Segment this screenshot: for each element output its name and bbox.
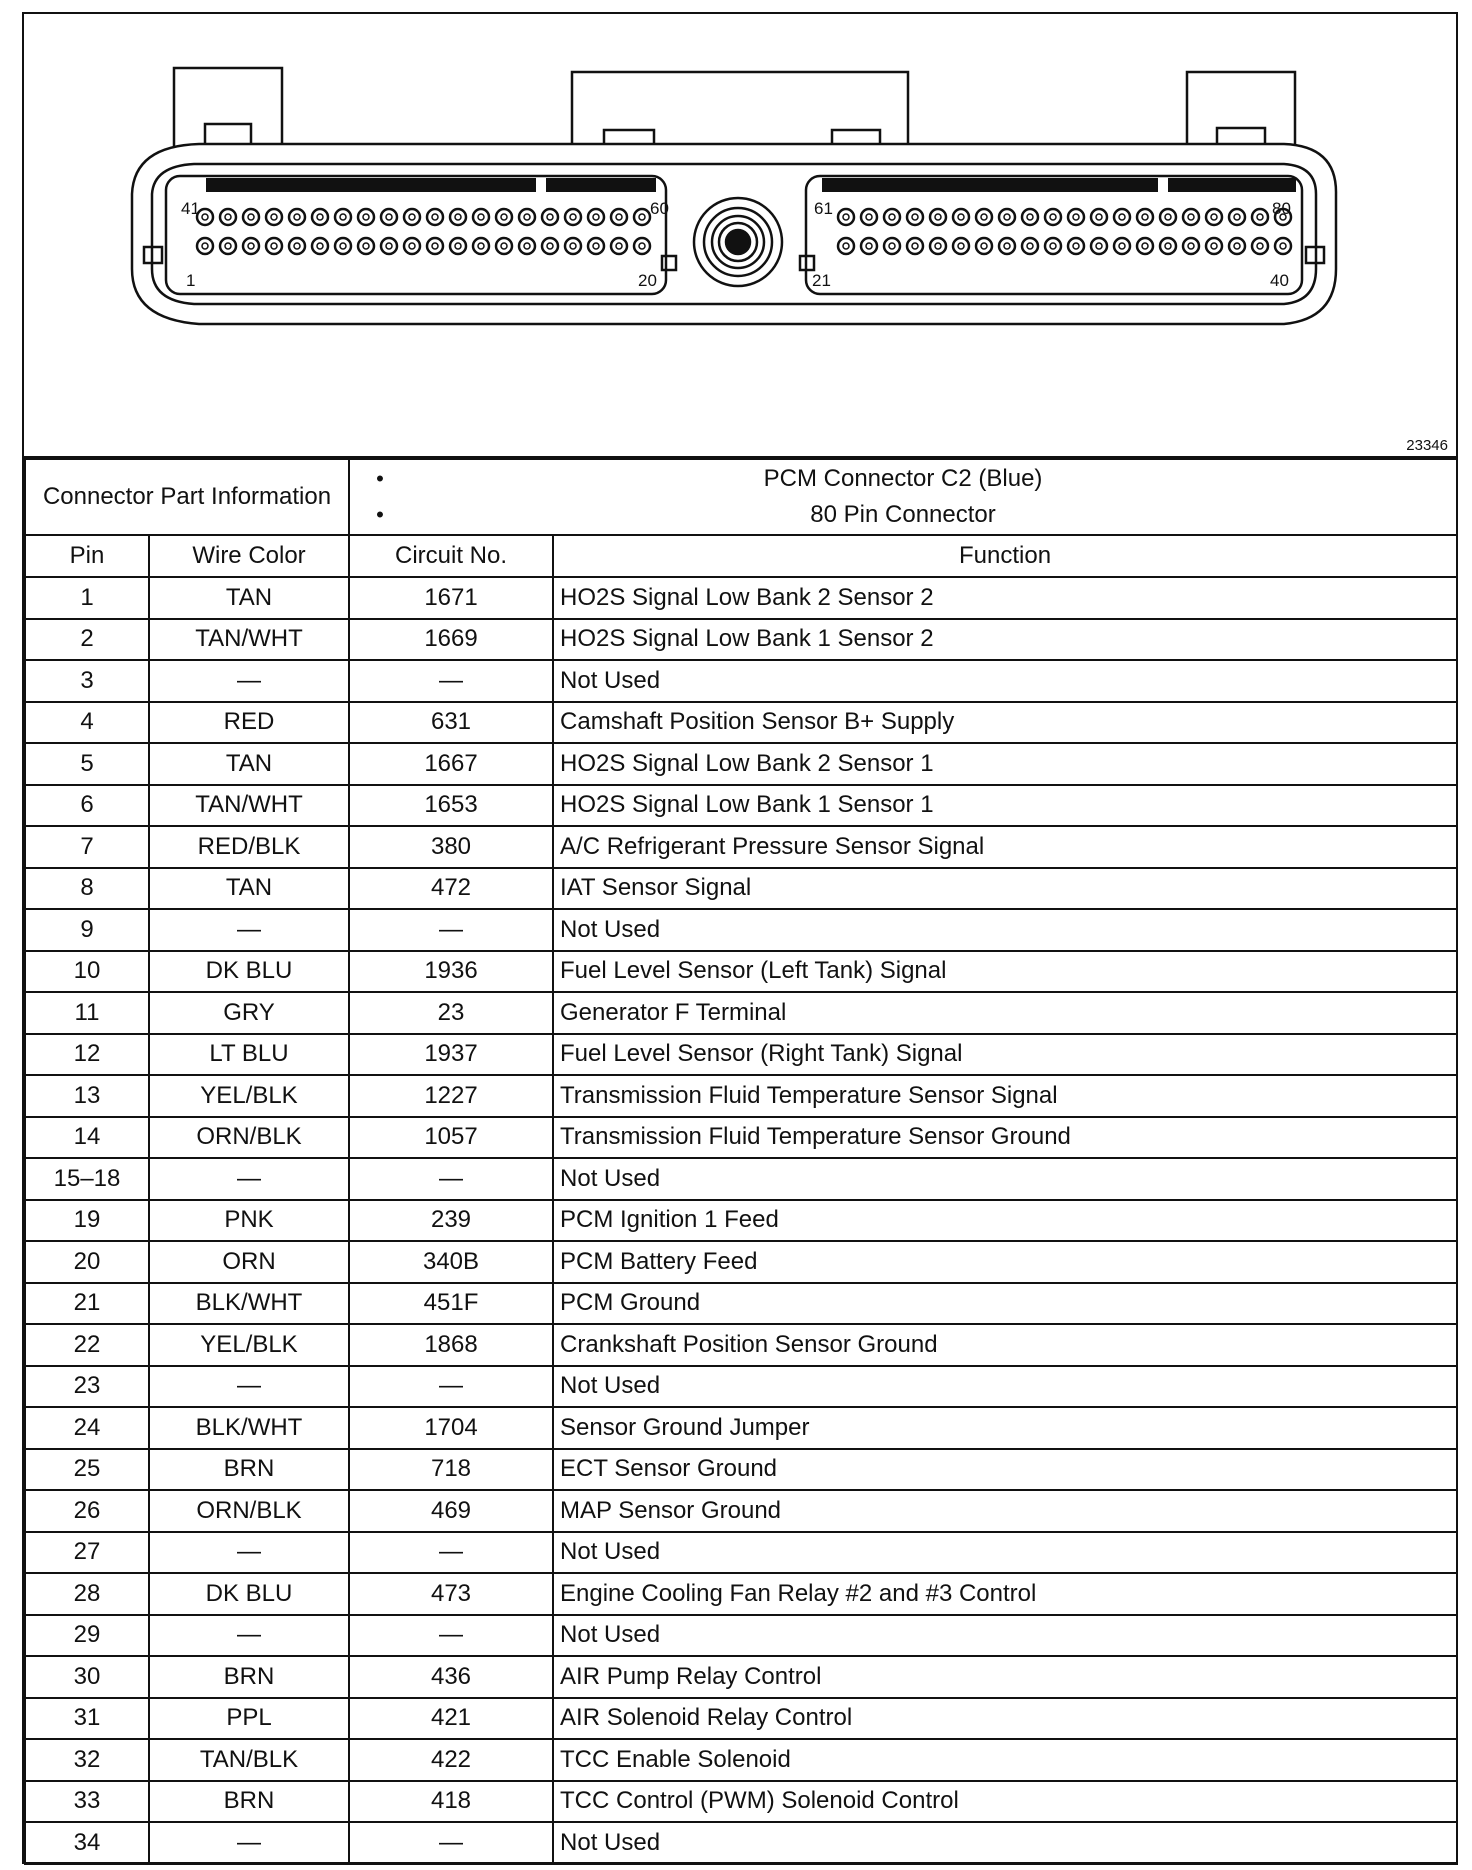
table-row (25, 1781, 1457, 1823)
connector-diagram (24, 14, 1456, 458)
pin-cell: 2 (25, 619, 149, 661)
circuit-cell: 421 (349, 1698, 553, 1740)
pin-cell: 21 (25, 1283, 149, 1325)
table-row (25, 1698, 1457, 1740)
table-row (25, 1075, 1457, 1117)
function-cell: Crankshaft Position Sensor Ground (553, 1324, 1457, 1366)
circuit-cell: 1937 (349, 1034, 553, 1076)
table-row (25, 1449, 1457, 1491)
function-cell: TCC Enable Solenoid (553, 1739, 1457, 1781)
wire-color-cell: — (149, 1158, 349, 1200)
pin-cell: 20 (25, 1241, 149, 1283)
connector-info-line (350, 497, 1456, 533)
document-frame (22, 12, 1458, 1864)
function-cell: Not Used (553, 1532, 1457, 1574)
table-row (25, 868, 1457, 910)
function-cell: MAP Sensor Ground (553, 1490, 1457, 1532)
pin-cell: 10 (25, 951, 149, 993)
wire-color-cell: PNK (149, 1200, 349, 1242)
function-cell: Not Used (553, 1158, 1457, 1200)
table-row (25, 951, 1457, 993)
function-cell: Not Used (553, 1615, 1457, 1657)
table-row (25, 1822, 1457, 1864)
function-cell: A/C Refrigerant Pressure Sensor Signal (553, 826, 1457, 868)
circuit-cell: 418 (349, 1781, 553, 1823)
pin-cell: 9 (25, 909, 149, 951)
circuit-cell: 718 (349, 1449, 553, 1491)
header-wire-color: Wire Color (149, 535, 349, 577)
circuit-cell: — (349, 660, 553, 702)
function-cell: Not Used (553, 909, 1457, 951)
circuit-cell: 1936 (349, 951, 553, 993)
circuit-cell: 340B (349, 1241, 553, 1283)
function-cell: IAT Sensor Signal (553, 868, 1457, 910)
wire-color-cell: — (149, 1822, 349, 1864)
function-cell: Not Used (553, 660, 1457, 702)
wire-color-cell: DK BLU (149, 1573, 349, 1615)
circuit-cell: 422 (349, 1739, 553, 1781)
table-row (25, 1615, 1457, 1657)
table-row (25, 785, 1457, 827)
pin-table (24, 458, 1458, 1865)
pin-cell: 24 (25, 1407, 149, 1449)
right-latch-housing (1187, 72, 1295, 154)
pin-cell: 4 (25, 702, 149, 744)
function-cell: PCM Battery Feed (553, 1241, 1457, 1283)
table-row (25, 992, 1457, 1034)
header-pin: Pin (25, 535, 149, 577)
table-row (25, 1573, 1457, 1615)
pin-cell: 23 (25, 1366, 149, 1408)
function-cell: Transmission Fluid Temperature Sensor Signal (553, 1075, 1457, 1117)
pin-label-60: 60 (650, 199, 669, 218)
circuit-cell: 631 (349, 702, 553, 744)
pin-cell: 13 (25, 1075, 149, 1117)
connector-name: PCM Connector C2 (Blue) (763, 464, 1043, 492)
right-bar-b (1168, 178, 1296, 192)
pin-cell: 32 (25, 1739, 149, 1781)
pin-label-1: 1 (186, 271, 196, 290)
wire-color-cell: DK BLU (149, 951, 349, 993)
wire-color-cell: YEL/BLK (149, 1075, 349, 1117)
circuit-cell: 1653 (349, 785, 553, 827)
pin-cell: 30 (25, 1656, 149, 1698)
pin-label-40: 40 (1270, 271, 1289, 290)
wire-color-cell: — (149, 1532, 349, 1574)
pin-cell: 5 (25, 743, 149, 785)
figure-number: 23346 (1406, 437, 1448, 454)
function-cell: HO2S Signal Low Bank 2 Sensor 1 (553, 743, 1457, 785)
circuit-cell: 1669 (349, 619, 553, 661)
table-row (25, 619, 1457, 661)
pin-cell: 3 (25, 660, 149, 702)
circuit-cell: 239 (349, 1200, 553, 1242)
connector-info-line (350, 461, 1456, 497)
wire-color-cell: TAN/WHT (149, 785, 349, 827)
circuit-cell: 1671 (349, 577, 553, 619)
circuit-cell: 1704 (349, 1407, 553, 1449)
table-row (25, 1490, 1457, 1532)
wire-color-cell: TAN (149, 743, 349, 785)
connector-illustration (24, 14, 1456, 454)
table-row (25, 1241, 1457, 1283)
function-cell: Fuel Level Sensor (Right Tank) Signal (553, 1034, 1457, 1076)
left-bar-b (546, 178, 656, 192)
wire-color-cell: ORN/BLK (149, 1490, 349, 1532)
left-latch-housing (174, 68, 282, 154)
header-circuit: Circuit No. (349, 535, 553, 577)
wire-color-cell: RED/BLK (149, 826, 349, 868)
connector-pin-count: 80 Pin Connector (810, 500, 996, 528)
circuit-cell: 1667 (349, 743, 553, 785)
circuit-cell: 380 (349, 826, 553, 868)
function-cell: AIR Pump Relay Control (553, 1656, 1457, 1698)
table-row (25, 660, 1457, 702)
table-row (25, 1200, 1457, 1242)
pin-cell: 7 (25, 826, 149, 868)
table-row (25, 1034, 1457, 1076)
pin-cell: 15–18 (25, 1158, 149, 1200)
function-cell: Not Used (553, 1366, 1457, 1408)
circuit-cell: — (349, 909, 553, 951)
circuit-cell: 23 (349, 992, 553, 1034)
function-cell: Generator F Terminal (553, 992, 1457, 1034)
wire-color-cell: — (149, 1615, 349, 1657)
pin-cell: 25 (25, 1449, 149, 1491)
wire-color-cell: TAN (149, 577, 349, 619)
circuit-cell: — (349, 1615, 553, 1657)
function-cell: Engine Cooling Fan Relay #2 and #3 Control (553, 1573, 1457, 1615)
function-cell: AIR Solenoid Relay Control (553, 1698, 1457, 1740)
table-row (25, 1283, 1457, 1325)
pin-cell: 34 (25, 1822, 149, 1864)
pin-cell: 6 (25, 785, 149, 827)
wire-color-cell: TAN/WHT (149, 619, 349, 661)
function-cell: Camshaft Position Sensor B+ Supply (553, 702, 1457, 744)
connector-info-row (25, 459, 1457, 535)
function-cell: HO2S Signal Low Bank 1 Sensor 2 (553, 619, 1457, 661)
pin-cell: 28 (25, 1573, 149, 1615)
pin-cell: 27 (25, 1532, 149, 1574)
circuit-cell: 1868 (349, 1324, 553, 1366)
pin-cell: 22 (25, 1324, 149, 1366)
table-row (25, 1117, 1457, 1159)
circuit-cell: 1057 (349, 1117, 553, 1159)
wire-color-cell: RED (149, 702, 349, 744)
wire-color-cell: ORN/BLK (149, 1117, 349, 1159)
circuit-cell: 436 (349, 1656, 553, 1698)
function-cell: Transmission Fluid Temperature Sensor Ground (553, 1117, 1457, 1159)
circuit-cell: — (349, 1532, 553, 1574)
table-row (25, 1324, 1457, 1366)
pin-cell: 8 (25, 868, 149, 910)
function-cell: PCM Ground (553, 1283, 1457, 1325)
wire-color-cell: PPL (149, 1698, 349, 1740)
wire-color-cell: BRN (149, 1449, 349, 1491)
circuit-cell: 1227 (349, 1075, 553, 1117)
table-row (25, 577, 1457, 619)
wire-color-cell: — (149, 660, 349, 702)
function-cell: TCC Control (PWM) Solenoid Control (553, 1781, 1457, 1823)
pin-label-80: 80 (1272, 199, 1291, 218)
table-row (25, 702, 1457, 744)
table-row (25, 909, 1457, 951)
wire-color-cell: BLK/WHT (149, 1283, 349, 1325)
bullet: • (376, 465, 384, 491)
circuit-cell: — (349, 1158, 553, 1200)
function-cell: ECT Sensor Ground (553, 1449, 1457, 1491)
wire-color-cell: YEL/BLK (149, 1324, 349, 1366)
function-cell: Not Used (553, 1822, 1457, 1864)
pin-label-20: 20 (638, 271, 657, 290)
center-bolt-core (726, 230, 750, 254)
circuit-cell: 473 (349, 1573, 553, 1615)
pin-label-41: 41 (181, 199, 200, 218)
header-function: Function (553, 535, 1457, 577)
function-cell: Sensor Ground Jumper (553, 1407, 1457, 1449)
circuit-cell: 472 (349, 868, 553, 910)
function-cell: PCM Ignition 1 Feed (553, 1200, 1457, 1242)
table-row (25, 1656, 1457, 1698)
connector-info-details (349, 459, 1457, 535)
table-row (25, 1407, 1457, 1449)
pin-cell: 26 (25, 1490, 149, 1532)
circuit-cell: — (349, 1822, 553, 1864)
wire-color-cell: BRN (149, 1781, 349, 1823)
wire-color-cell: BLK/WHT (149, 1407, 349, 1449)
right-bar-a (822, 178, 1158, 192)
table-row (25, 1739, 1457, 1781)
connector-info-label: Connector Part Information (25, 459, 349, 535)
wire-color-cell: LT BLU (149, 1034, 349, 1076)
pin-cell: 29 (25, 1615, 149, 1657)
pin-cell: 12 (25, 1034, 149, 1076)
table-row (25, 743, 1457, 785)
function-cell: HO2S Signal Low Bank 1 Sensor 1 (553, 785, 1457, 827)
pin-cell: 33 (25, 1781, 149, 1823)
pin-cell: 19 (25, 1200, 149, 1242)
table-row (25, 826, 1457, 868)
pin-cell: 14 (25, 1117, 149, 1159)
wire-color-cell: — (149, 909, 349, 951)
pin-cell: 31 (25, 1698, 149, 1740)
wire-color-cell: TAN (149, 868, 349, 910)
pin-cell: 1 (25, 577, 149, 619)
pin-label-21: 21 (812, 271, 831, 290)
wire-color-cell: TAN/BLK (149, 1739, 349, 1781)
circuit-cell: 469 (349, 1490, 553, 1532)
bullet: • (376, 501, 384, 527)
table-row (25, 1532, 1457, 1574)
wire-color-cell: ORN (149, 1241, 349, 1283)
wire-color-cell: — (149, 1366, 349, 1408)
table-row (25, 1366, 1457, 1408)
wire-color-cell: BRN (149, 1656, 349, 1698)
function-cell: HO2S Signal Low Bank 2 Sensor 2 (553, 577, 1457, 619)
table-header-row (25, 535, 1457, 577)
circuit-cell: — (349, 1366, 553, 1408)
table-row (25, 1158, 1457, 1200)
function-cell: Fuel Level Sensor (Left Tank) Signal (553, 951, 1457, 993)
left-bar-a (206, 178, 536, 192)
circuit-cell: 451F (349, 1283, 553, 1325)
pin-label-61: 61 (814, 199, 833, 218)
wire-color-cell: GRY (149, 992, 349, 1034)
pin-cell: 11 (25, 992, 149, 1034)
